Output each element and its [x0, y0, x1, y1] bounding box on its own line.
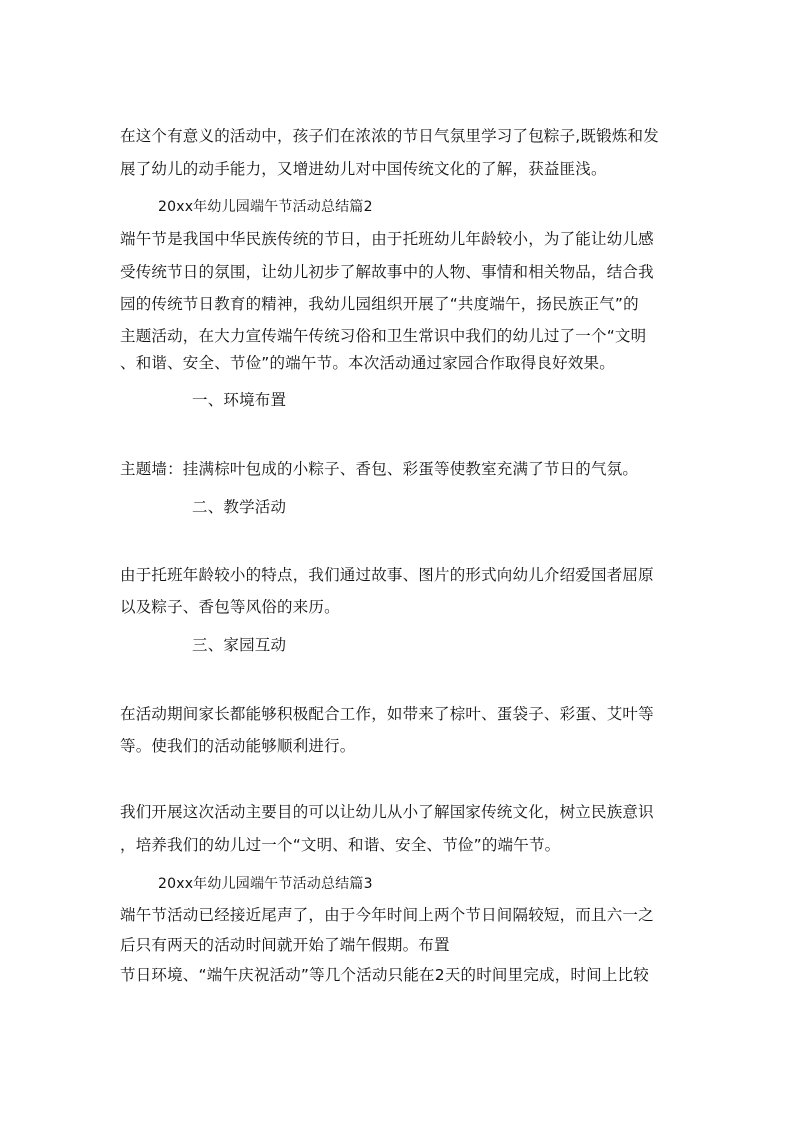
paragraph-line: 等。使我们的活动能够顺利进行。 [120, 737, 356, 755]
paragraph-line: 端午节是我国中华民族传统的节日，由于托班幼儿年龄较小，为了能让幼儿感 [120, 230, 654, 248]
paragraph-line: 在这个有意义的活动中，孩子们在浓浓的节日气氛里学习了包粽子,既锻炼和发 [120, 127, 659, 145]
paragraph-line: 主题活动，在大力宣传端午传统习俗和卫生常识中我们的幼儿过了一个“文明 [120, 327, 647, 345]
subheading: 三、家园互动 [192, 636, 287, 654]
subheading: 二、教学活动 [192, 498, 287, 516]
paragraph-line: 我们开展这次活动主要目的可以让幼儿从小了解国家传统文化，树立民族意识 [120, 803, 654, 821]
paragraph-line: 由于托班年龄较小的特点，我们通过故事、图片的形式向幼儿介绍爱国者屈原 [120, 566, 654, 584]
paragraph-line: 受传统节日的氛围，让幼儿初步了解故事中的人物、事情和相关物品，结合我 [120, 263, 654, 281]
paragraph-line: 节日环境、“端午庆祝活动”等几个活动只能在2天的时间里完成，时间上比较 [120, 966, 649, 984]
paragraph-line: 端午节活动已经接近尾声了，由于今年时间上两个节日间隔较短，而且六一之 [120, 906, 654, 924]
subheading: 一、环境布置 [192, 391, 287, 409]
paragraph-line: 园的传统节日教育的精神，我幼儿园组织开展了“共度端午，扬民族正气”的 [120, 295, 639, 313]
paragraph-line: 展了幼儿的动手能力，又增进幼儿对中国传统文化的了解，获益匪浅。 [120, 160, 607, 178]
paragraph-line: 以及粽子、香包等风俗的来历。 [120, 598, 340, 616]
paragraph-line: 后只有两天的活动时间就开始了端午假期。布置 [120, 936, 450, 954]
paragraph-line: 主题墙：挂满棕叶包成的小粽子、香包、彩蛋等使教室充满了节日的气氛。 [120, 460, 639, 478]
section-title: 20xx年幼儿园端午节活动总结篇2 [158, 199, 373, 215]
paragraph-line: 、和谐、安全、节俭”的端午节。本次活动通过家园合作取得良好效果。 [120, 354, 615, 372]
section-title: 20xx年幼儿园端午节活动总结篇3 [158, 876, 373, 892]
paragraph-line: 在活动期间家长都能够积极配合工作，如带来了棕叶、蛋袋子、彩蛋、艾叶等 [120, 705, 654, 723]
paragraph-line: ，培养我们的幼儿过一个“文明、和谐、安全、节俭”的端午节。 [120, 836, 561, 854]
